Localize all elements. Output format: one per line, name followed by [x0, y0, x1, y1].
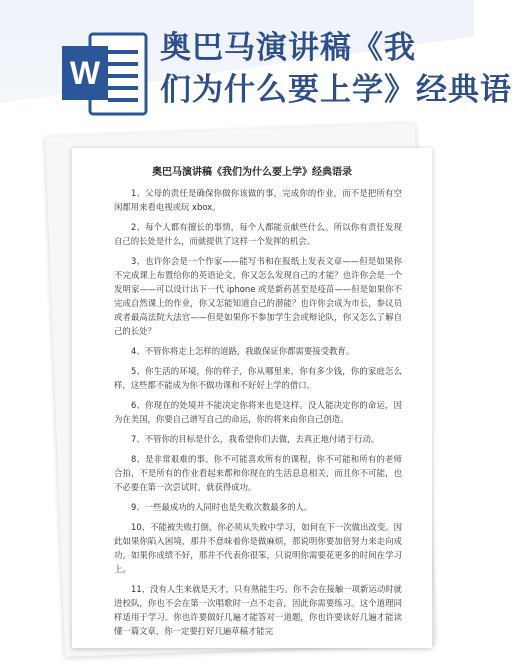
paragraph: 6、你现在的处境并不能决定你将来也是这样。没人能决定你的命运，因为在美国，你要自己谱写自己的命运，你的将来由你自己创造。	[114, 400, 402, 424]
paragraph: 10、不能被失败打倒，你必须从失败中学习，如何在下一次做出改变。因此如果你陷入困境，那并不意味着你是做麻烦，那说明你要加倍努力来走向成功。如果你成绩不好，那并不代表你很笨，只说明你需要花更多的时间在学习上。	[114, 522, 402, 574]
paragraph: 5、你生活的环境，你的样子，你从哪里来，你有多少钱，你的家庭怎么样，这些都不能成为你不做功课和不好好上学的借口。	[114, 366, 402, 390]
page-title-line-1: 奥巴马演讲稿《我	[160, 30, 416, 66]
page-title-line-2: 们为什么要上学》经典语	[160, 72, 512, 108]
paragraph: 3、也许你会是一个作家——能写书和在报纸上发表文章——但是如果你不完成课上布置给你的英语论文，你又怎么发现自己的才能？也许你会是一个发明家——可以设计出下一代 iphone 或是新药甚至是疫苗——但是如果你不完成自然课上的作业，你又怎能知道自己的潜能？也许你会成为市长，参议员或者最高法院大法官——但是如果你不参加学生会或辩论队，你又怎么了解自己的长处？	[114, 256, 402, 336]
document-body	[114, 186, 402, 644]
word-document-icon	[60, 28, 150, 120]
paragraph: 2、每个人都有擅长的事情，每个人都能贡献些什么。所以你有责任发现自己的长处是什么，而就提供了这样一个发挥的机会。	[114, 222, 402, 246]
paragraph: 9、一些最成功的人同时也是失败次数最多的人。	[131, 502, 313, 512]
document-title: 奥巴马演讲稿《我们为什么要上学》经典语录	[152, 167, 352, 178]
svg-text:W: W	[69, 55, 101, 91]
paragraph: 11、没有人生来就是天才，只有熟能生巧。你不会在接触一项新运动时就进校队，你也不会在第一次唱歌时一点不走音，因此你需要练习。这个道理同样适用于学习。你也许要做好几遍才能答对一道题，你也许要读好几遍才能读懂一篇文章，你一定要打好几遍草稿才能完	[114, 584, 402, 636]
paragraph: 4、不管你将走上怎样的道路，我敢保证你都需要接受教育。	[131, 346, 355, 356]
paragraph: 1、父母的责任是确保你做你该做的事，完成你的作业，而不是把所有空闲都用来看电视或玩 xbox。	[114, 188, 402, 212]
document-page	[72, 148, 432, 648]
paragraph: 8、是非常艰难的事。你不可能喜欢所有的课程，你不可能和所有的老师合拍，不是所有的作业看起来都和你现在的生活息息相关，而且你不可能，也不必要在第一次尝试时，就获得成功。	[114, 454, 402, 492]
paragraph: 7、不管你的目标是什么，我希望你们去做，去真正地付诸于行动。	[131, 434, 380, 444]
